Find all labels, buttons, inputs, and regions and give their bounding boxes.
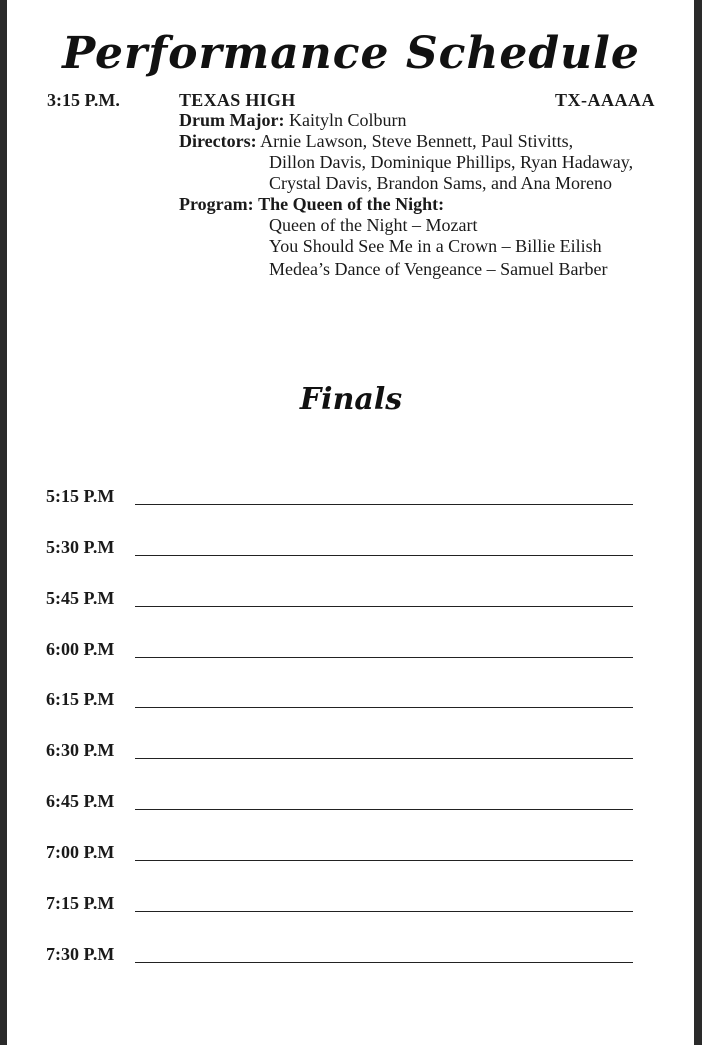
slot-time: 7:30 P.M <box>46 944 115 964</box>
blank-entry-line <box>135 657 633 658</box>
drum-major-name: Kaityln Colburn <box>288 110 407 130</box>
entry-classification: TX-AAAAA <box>555 90 655 110</box>
program-piece-1: Queen of the Night – Mozart <box>269 215 478 235</box>
slot-time: 6:00 P.M <box>46 639 115 659</box>
blank-entry-line <box>135 606 633 607</box>
program-row <box>179 194 444 215</box>
finals-slot-8 <box>46 842 636 866</box>
blank-entry-line <box>135 860 633 861</box>
directors-label: Directors: <box>179 131 257 151</box>
program-piece-3: Medea’s Dance of Vengeance – Samuel Barber <box>269 259 608 279</box>
finals-slot-2 <box>46 537 636 561</box>
drum-major-label: Drum Major: <box>179 110 285 130</box>
finals-slot-4 <box>46 639 636 663</box>
blank-entry-line <box>135 911 633 912</box>
page-edge-right <box>694 0 702 1045</box>
slot-time: 5:30 P.M <box>46 537 115 557</box>
blank-entry-line <box>135 707 633 708</box>
finals-slot-9 <box>46 893 636 917</box>
finals-slot-7 <box>46 791 636 815</box>
program-title: The Queen of the Night: <box>258 194 445 214</box>
finals-slot-6 <box>46 740 636 764</box>
page-edge-left <box>0 0 7 1045</box>
slot-time: 6:45 P.M <box>46 791 115 811</box>
directors-line-3: Crystal Davis, Brandon Sams, and Ana Moreno <box>269 173 612 193</box>
blank-entry-line <box>135 809 633 810</box>
blank-entry-line <box>135 555 633 556</box>
program-label: Program: <box>179 194 254 214</box>
entry-school: TEXAS HIGH <box>179 90 296 110</box>
slot-time: 5:15 P.M <box>46 486 115 506</box>
slot-time: 6:15 P.M <box>46 689 115 709</box>
finals-slot-1 <box>46 486 636 510</box>
entry-time: 3:15 P.M. <box>47 90 120 110</box>
finals-slot-5 <box>46 689 636 713</box>
slot-time: 6:30 P.M <box>46 740 115 760</box>
directors-line-1: Arnie Lawson, Steve Bennett, Paul Stivitts, <box>260 131 574 151</box>
slot-time: 7:15 P.M <box>46 893 115 913</box>
program-piece-2: You Should See Me in a Crown – Billie Eilish <box>269 236 602 256</box>
blank-entry-line <box>135 504 633 505</box>
slot-time: 7:00 P.M <box>46 842 115 862</box>
finals-slot-10 <box>46 944 636 968</box>
finals-heading: Finals <box>299 382 403 417</box>
blank-entry-line <box>135 962 633 963</box>
drum-major-row <box>179 110 406 131</box>
slot-time: 5:45 P.M <box>46 588 115 608</box>
finals-slot-3 <box>46 588 636 612</box>
page-title: Performance Schedule <box>62 28 640 79</box>
directors-line-2: Dillon Davis, Dominique Phillips, Ryan Hadaway, <box>269 152 634 172</box>
directors-row <box>179 131 573 152</box>
blank-entry-line <box>135 758 633 759</box>
